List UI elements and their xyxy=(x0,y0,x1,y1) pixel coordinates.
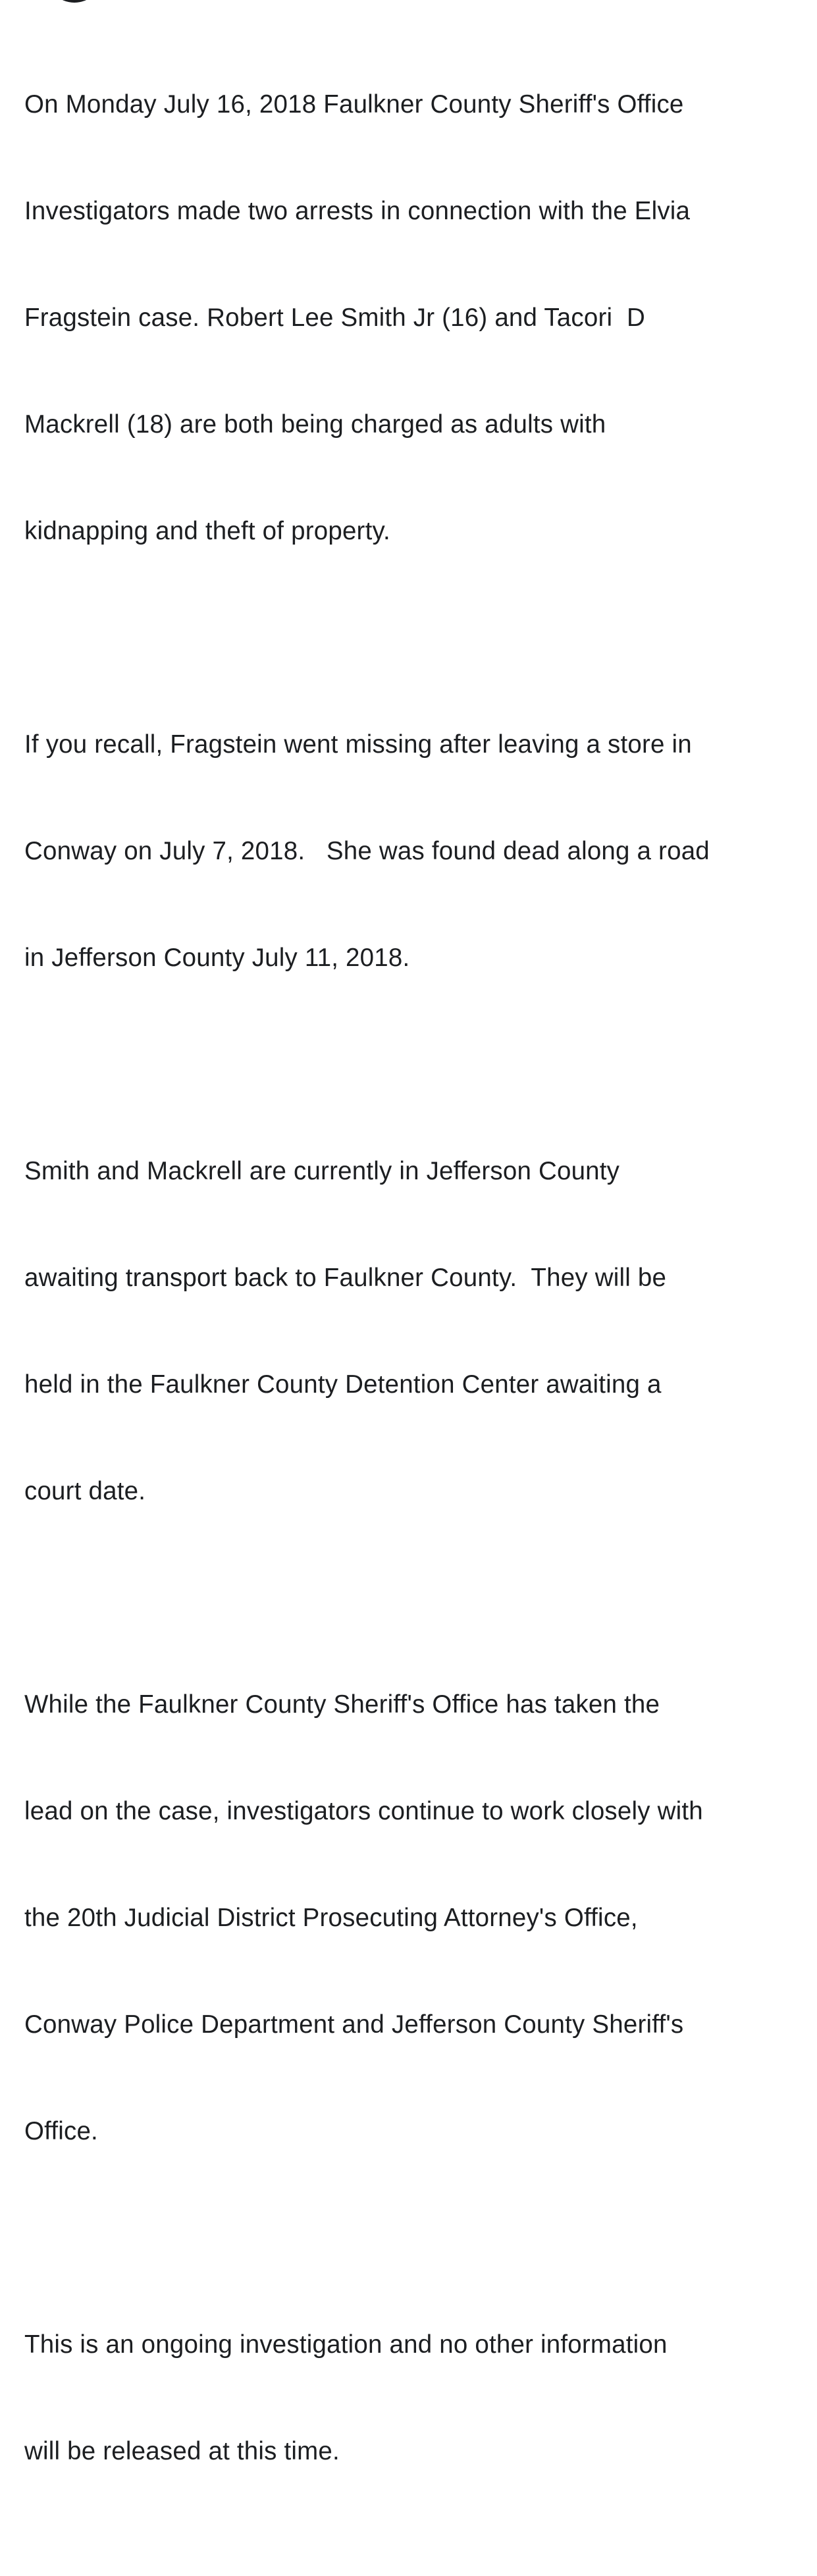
text-line: If you recall, Fragstein went missing after leaving a store in xyxy=(24,730,692,759)
text-line: awaiting transport back to Faulkner County. They will be xyxy=(24,1264,667,1292)
avatar[interactable] xyxy=(46,0,103,3)
paragraph-4 xyxy=(24,1616,808,2220)
text-line: Investigators made two arrests in connection with the Elvia xyxy=(24,197,691,225)
paragraph-1 xyxy=(24,16,808,620)
post-text xyxy=(24,16,808,2576)
text-line: held in the Faulkner County Detention Center awaiting a xyxy=(24,1370,662,1399)
text-line: Smith and Mackrell are currently in Jefferson County xyxy=(24,1157,620,1185)
text-line: the 20th Judicial District Prosecuting Attorney's Office, xyxy=(24,1904,638,1932)
text-line: court date. xyxy=(24,1477,146,1505)
text-line: Conway Police Department and Jefferson County Sheriff's xyxy=(24,2010,684,2039)
paragraph-2 xyxy=(24,656,808,1047)
text-line: will be released at this time. xyxy=(24,2437,340,2465)
text-line: This is an ongoing investigation and no other information xyxy=(24,2330,668,2359)
text-line: Conway on July 7, 2018. She was found dead along a road xyxy=(24,837,710,865)
text-line: While the Faulkner County Sheriff's Office has taken the xyxy=(24,1690,660,1719)
text-line: kidnapping and theft of property. xyxy=(24,517,390,545)
text-line: Mackrell (18) are both being charged as adults with xyxy=(24,410,606,439)
text-line: in Jefferson County July 11, 2018. xyxy=(24,944,410,972)
paragraph-5 xyxy=(24,2256,808,2540)
text-line: On Monday July 16, 2018 Faulkner County Sheriff's Office xyxy=(24,90,684,119)
paragraph-3 xyxy=(24,1083,808,1580)
text-line: lead on the case, investigators continue to work closely with xyxy=(24,1797,703,1825)
text-line: Office. xyxy=(24,2117,98,2145)
text-line: Fragstein case. Robert Lee Smith Jr (16) and Tacori D xyxy=(24,304,646,332)
